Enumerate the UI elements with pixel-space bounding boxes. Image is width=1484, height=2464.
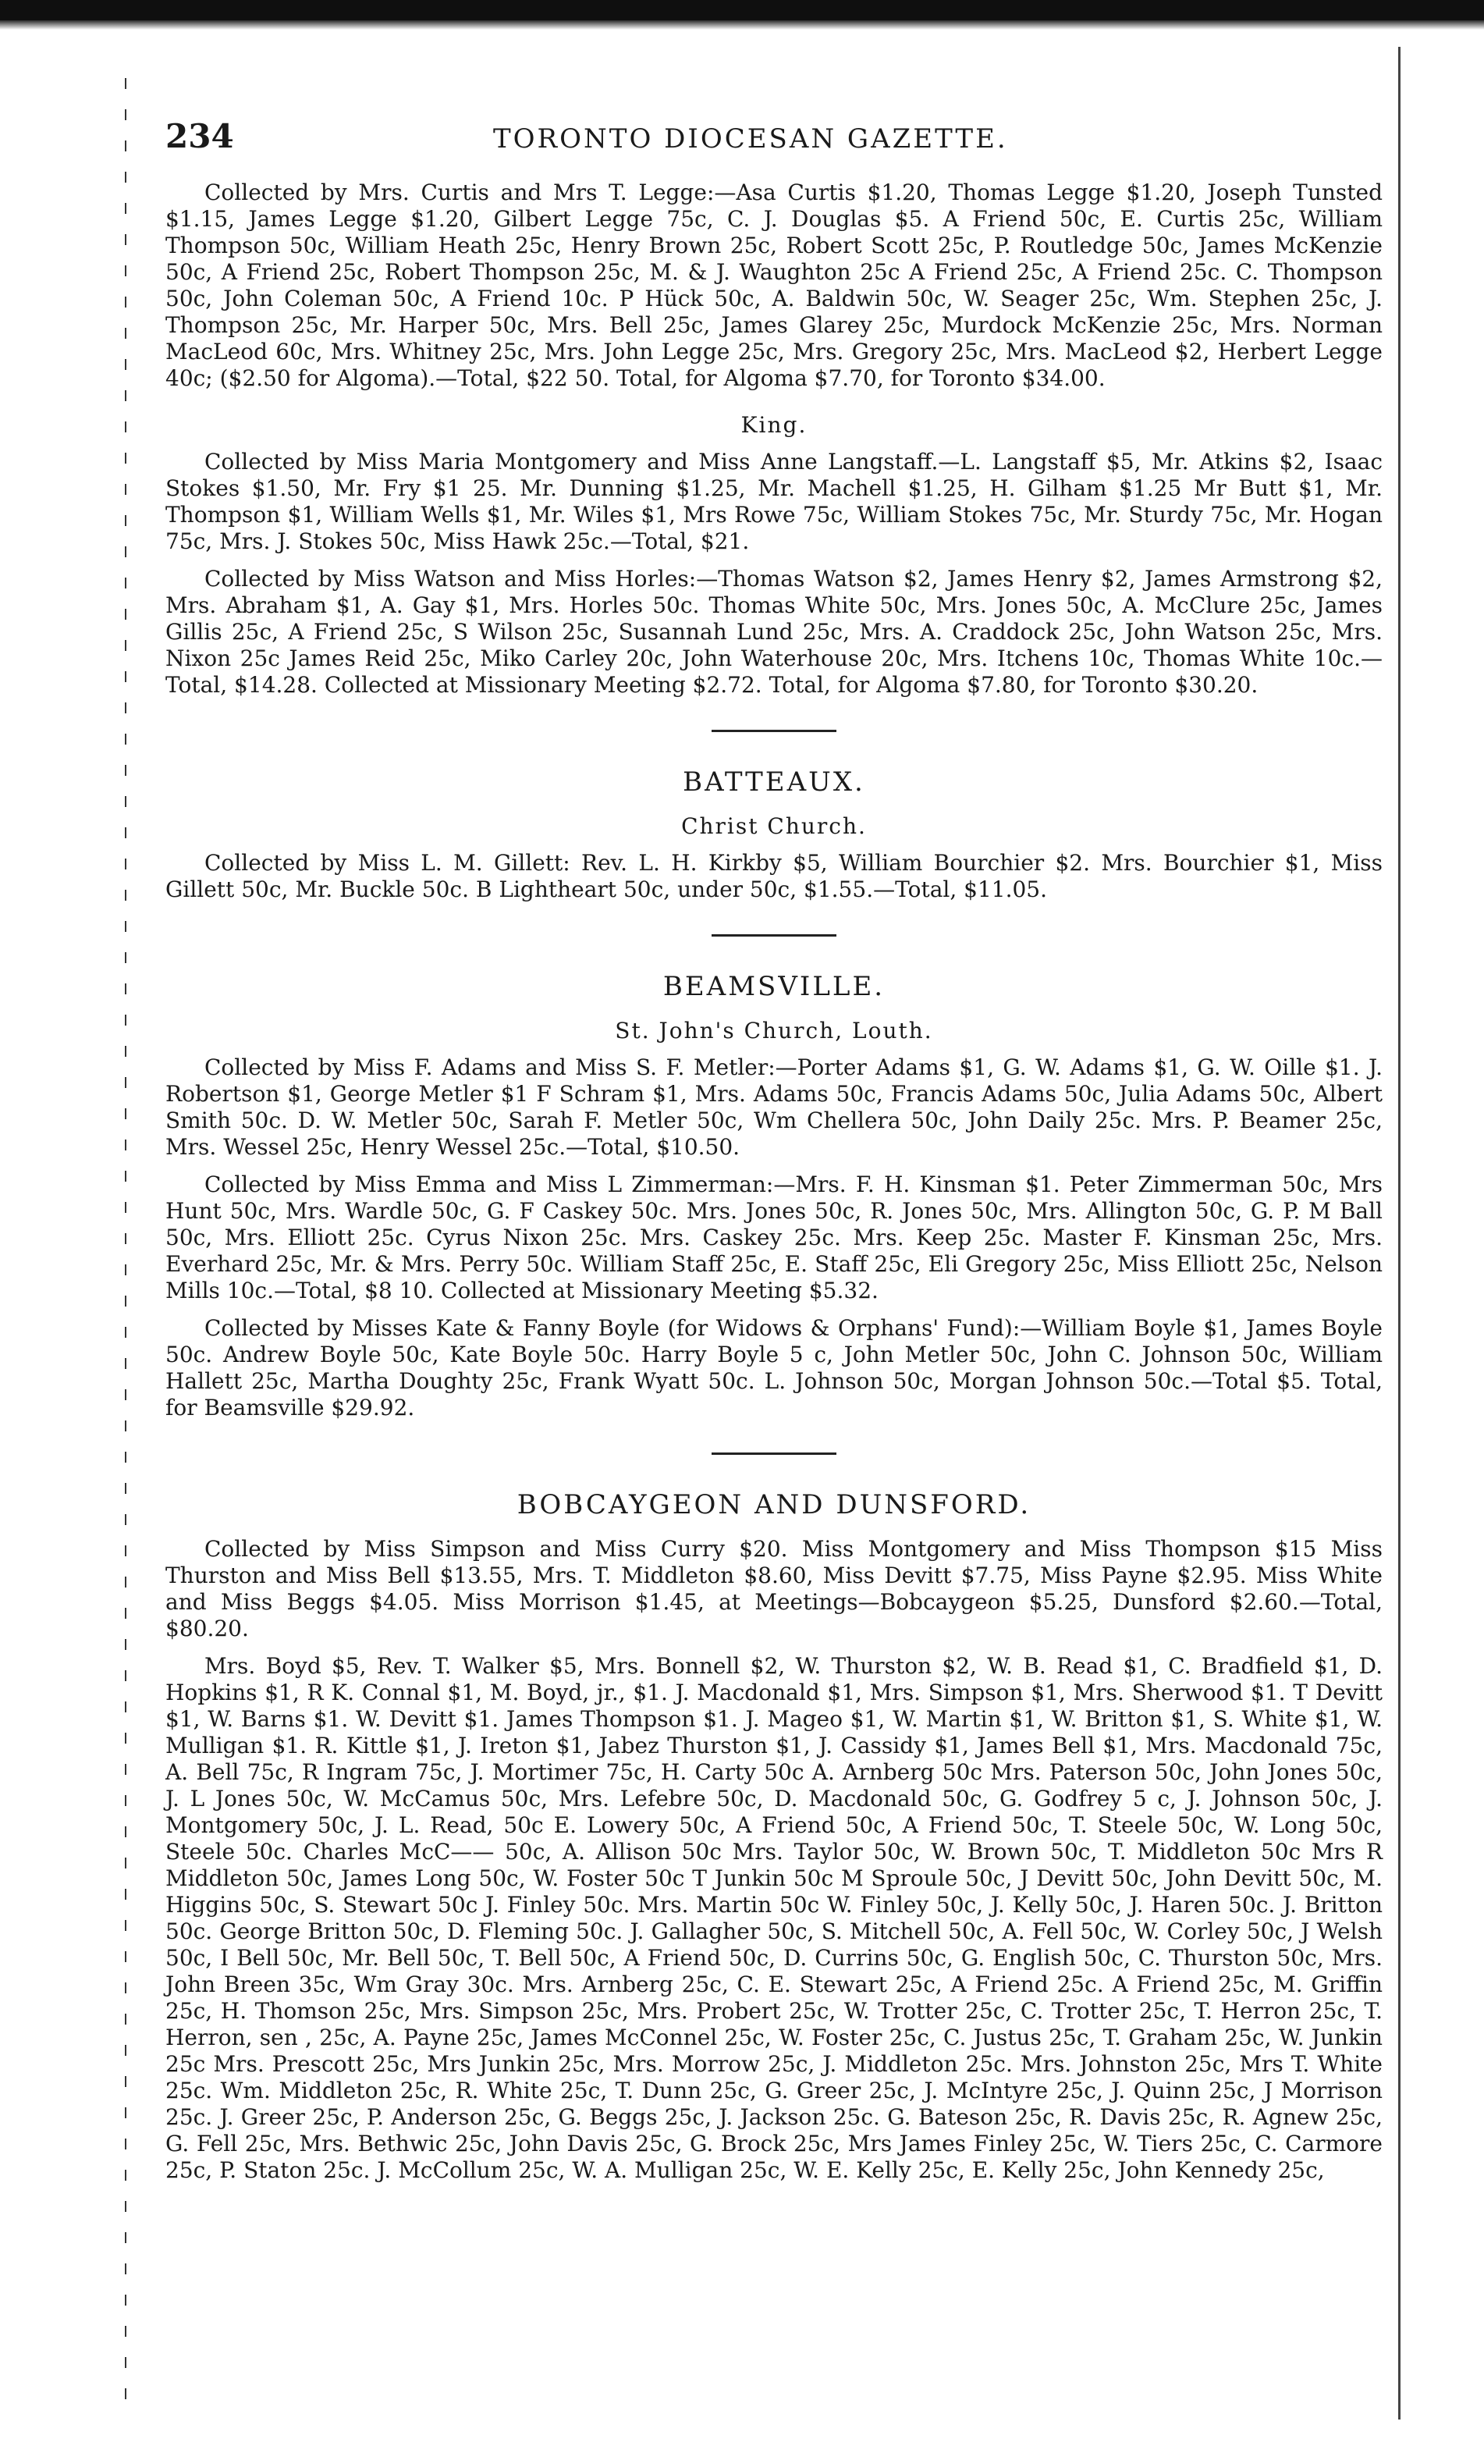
beamsville-heading: BEAMSVILLE.: [662, 971, 886, 1002]
gazette-page: [165, 117, 1383, 2195]
bobcaygeon-collection-paragraph-1: Collected by Miss Simpson and Miss Curry $20. Miss Montgomery and Miss Thompson $15 Miss Thurston and Miss Bell $13.55, Mrs. T. Middleton $8.60, Miss Devitt $7.75, Miss Payne $2.95. Miss White and Miss Beggs $4.05. Miss Morrison $1.45, at Meetings—Bobcaygeon $5.25, Dunsford $2.60.—Total, $80.20.: [165, 1536, 1383, 1641]
bobcaygeon-heading: BOBCAYGEON AND DUNSFORD.: [517, 1489, 1031, 1520]
scan-top-shadow: [0, 20, 1484, 30]
beamsville-collection-paragraph-3: Collected by Misses Kate & Fanny Boyle (for Widows & Orphans' Fund):—William Boyle $1, James Boyle 50c. Andrew Boyle 50c, Kate Boyle 50c. Harry Boyle 5 c, John Metler 50c, John C. Johnson 50c, William Hallett 25c, Martha Doughty 25c, Frank Wyatt 50c. L. Johnson 50c, Morgan Johnson 50c.—Total $5. Total, for Beamsville $29.92.: [165, 1315, 1383, 1420]
section-divider: [712, 1452, 836, 1455]
king-collection-paragraph-1: Collected by Miss Maria Montgomery and Miss Anne Langstaff.—L. Langstaff $5, Mr. Atkins $2, Isaac Stokes $1.50, Mr. Fry $1 25. Mr. Dunning $1.25, Mr. Machell $1.25, H. Gilham $1.25 Mr Butt $1, Mr. Thompson $1, William Wells $1, Mr. Wiles $1, Mrs Rowe 75c, William Stokes 75c, Mr. Sturdy 75c, Mr. Hogan 75c, Mrs. J. Stokes 50c, Miss Hawk 25c.—Total, $21.: [165, 449, 1383, 554]
batteaux-subheading: Christ Church.: [681, 813, 867, 839]
batteaux-heading: BATTEAUX.: [683, 766, 865, 798]
section-divider: [712, 934, 836, 937]
scan-left-rule: [125, 78, 126, 2420]
batteaux-collection-paragraph: Collected by Miss L. M. Gillett: Rev. L. H. Kirkby $5, William Bourchier $2. Mrs. Bourchier $1, Miss Gillett 50c, Mr. Buckle 50c. B Lightheart 50c, under 50c, $1.55.—Total, $11.05.: [165, 850, 1383, 902]
scan-top-border: [0, 0, 1484, 20]
beamsville-subheading: St. John's Church, Louth.: [615, 1018, 933, 1044]
scan-right-rule: [1398, 47, 1401, 2420]
toronto-collection-paragraph: Collected by Mrs. Curtis and Mrs T. Legge:—Asa Curtis $1.20, Thomas Legge $1.20, Joseph Tunsted $1.15, James Legge $1.20, Gilbert Legge 75c, C. J. Douglas $5. A Friend 50c, E. Curtis 25c, William Thompson 50c, William Heath 25c, Henry Brown 25c, Robert Scott 25c, P. Routledge 50c, James McKenzie 50c, A Friend 25c, Robert Thompson 25c, M. & J. Waughton 25c A Friend 25c, A Friend 25c. C. Thompson 50c, John Coleman 50c, A Friend 10c. P Hück 50c, A. Baldwin 50c, W. Seager 25c, Wm. Stephen 25c, J. Thompson 25c, Mr. Harper 50c, Mrs. Bell 25c, James Glarey 25c, Murdock McKenzie 25c, Mrs. Norman MacLeod 60c, Mrs. Whitney 25c, Mrs. John Legge 25c, Mrs. Gregory 25c, Mrs. MacLeod $2, Herbert Legge 40c; ($2.50 for Algoma).—Total, $22 50. Total, for Algoma $7.70, for Toronto $34.00.: [165, 180, 1383, 391]
king-collection-paragraph-2: Collected by Miss Watson and Miss Horles:—Thomas Watson $2, James Henry $2, James Armstrong $2, Mrs. Abraham $1, A. Gay $1, Mrs. Horles 50c. Thomas White 50c, Mrs. Jones 50c, A. McClure 25c, James Gillis 25c, A Friend 25c, S Wilson 25c, Susannah Lund 25c, Mrs. A. Craddock 25c, John Watson 25c, Mrs. Nixon 25c James Reid 25c, Miko Carley 20c, John Waterhouse 20c, Mrs. Itchens 10c, Thomas White 10c.—Total, $14.28. Collected at Missionary Meeting $2.72. Total, for Algoma $7.80, for Toronto $30.20.: [165, 566, 1383, 698]
section-divider: [712, 730, 836, 732]
running-title: TORONTO DIOCESAN GAZETTE.: [493, 123, 1008, 155]
page-number: 234: [165, 117, 234, 155]
page-header: [165, 117, 1383, 180]
beamsville-collection-paragraph-2: Collected by Miss Emma and Miss L Zimmerman:—Mrs. F. H. Kinsman $1. Peter Zimmerman 50c, Mrs Hunt 50c, Mrs. Wardle 50c, G. F Caskey 50c. Mrs. Jones 50c, R. Jones 50c, Mrs. Allington 50c, G. P. M Ball 50c, Mrs. Elliott 25c. Cyrus Nixon 25c. Mrs. Caskey 25c. Mrs. Keep 25c. Master F. Kinsman 25c, Mrs. Everhard 25c, Mr. & Mrs. Perry 50c. William Staff 25c, E. Staff 25c, Eli Gregory 25c, Miss Elliott 25c, Nelson Mills 10c.—Total, $8 10. Collected at Missionary Meeting $5.32.: [165, 1172, 1383, 1303]
beamsville-collection-paragraph-1: Collected by Miss F. Adams and Miss S. F. Metler:—Porter Adams $1, G. W. Adams $1, G. W. Oille $1. J. Robertson $1, George Metler $1 F Schram $1, Mrs. Adams 50c, Francis Adams 50c, Julia Adams 50c, Albert Smith 50c. D. W. Metler 50c, Sarah F. Metler 50c, Wm Chellera 50c, John Daily 25c. Mrs. P. Beamer 25c, Mrs. Wessel 25c, Henry Wessel 25c.—Total, $10.50.: [165, 1054, 1383, 1160]
king-heading: King.: [740, 412, 808, 438]
bobcaygeon-collection-paragraph-2: Mrs. Boyd $5, Rev. T. Walker $5, Mrs. Bonnell $2, W. Thurston $2, W. B. Read $1, C. Bradfield $1, D. Hopkins $1, R K. Connal $1, M. Boyd, jr., $1. J. Macdonald $1, Mrs. Simpson $1, Mrs. Sherwood $1. T Devitt $1, W. Barns $1. W. Devitt $1. James Thompson $1. J. Mageo $1, W. Martin $1, W. Britton $1, S. White $1, W. Mulligan $1. R. Kittle $1, J. Ireton $1, Jabez Thurston $1, J. Cassidy $1, James Bell $1, Mrs. Macdonald 75c, A. Bell 75c, R Ingram 75c, J. Mortimer 75c, H. Carty 50c A. Arnberg 50c Mrs. Paterson 50c, John Jones 50c, J. L Jones 50c, W. McCamus 50c, Mrs. Lefebre 50c, D. Macdonald 50c, G. Godfrey 5 c, J. Johnson 50c, J. Montgomery 50c, J. L. Read, 50c E. Lowery 50c, A Friend 50c, A Friend 50c, T. Steele 50c, W. Long 50c, Steele 50c. Charles McC—— 50c, A. Allison 50c Mrs. Taylor 50c, W. Brown 50c, T. Middleton 50c Mrs R Middleton 50c, James Long 50c, W. Foster 50c T Junkin 50c M Sproule 50c, J Devitt 50c, John Devitt 50c, M. Higgins 50c, S. Stewart 50c J. Finley 50c. Mrs. Martin 50c W. Finley 50c, J. Kelly 50c, J. Haren 50c. J. Britton 50c. George Britton 50c, D. Fleming 50c. J. Gallagher 50c, S. Mitchell 50c, A. Fell 50c, W. Corley 50c, J Welsh 50c, I Bell 50c, Mr. Bell 50c, T. Bell 50c, A Friend 50c, D. Currins 50c, G. English 50c, C. Thurston 50c, Mrs. John Breen 35c, Wm Gray 30c. Mrs. Arnberg 25c, C. E. Stewart 25c, A Friend 25c. A Friend 25c, M. Griffin 25c, H. Thomson 25c, Mrs. Simpson 25c, Mrs. Probert 25c, W. Trotter 25c, C. Trotter 25c, T. Herron 25c, T. Herron, sen , 25c, A. Payne 25c, James McConnel 25c, W. Foster 25c, C. Justus 25c, T. Graham 25c, W. Junkin 25c Mrs. Prescott 25c, Mrs Junkin 25c, Mrs. Morrow 25c, J. Middleton 25c. Mrs. Johnston 25c, Mrs T. White 25c. Wm. Middleton 25c, R. White 25c, T. Dunn 25c, G. Greer 25c, J. McIntyre 25c, J. Quinn 25c, J Morrison 25c. J. Greer 25c, P. Anderson 25c, G. Beggs 25c, J. Jackson 25c. G. Bateson 25c, R. Davis 25c, R. Agnew 25c, G. Fell 25c, Mrs. Bethwic 25c, John Davis 25c, G. Brock 25c, Mrs James Finley 25c, W. Tiers 25c, C. Carmore 25c, P. Staton 25c. J. McCollum 25c, W. A. Mulligan 25c, W. E. Kelly 25c, E. Kelly 25c, John Kennedy 25c,: [165, 1653, 1383, 2183]
